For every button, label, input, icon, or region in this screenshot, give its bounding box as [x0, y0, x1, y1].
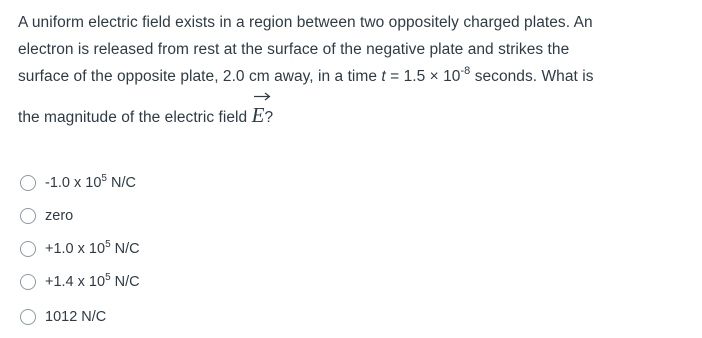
question-line-4	[18, 104, 694, 131]
radio-button[interactable]	[20, 309, 36, 325]
time-value: = 1.5 × 10	[385, 68, 461, 85]
answer-option[interactable]	[20, 267, 320, 297]
option-mantissa: -1.0 x 10	[45, 175, 102, 191]
option-unit: N/C	[106, 175, 136, 191]
answer-option[interactable]	[20, 168, 320, 198]
answer-option[interactable]	[20, 201, 320, 231]
option-unit: N/C	[110, 241, 140, 257]
question-text	[18, 9, 694, 131]
time-exponent: -8	[460, 65, 471, 77]
question-line-3-end: seconds. What is	[470, 68, 594, 85]
option-unit: N/C	[110, 274, 140, 290]
radio-button[interactable]	[20, 175, 36, 191]
option-exponent: 5	[105, 239, 111, 250]
radio-button[interactable]	[20, 274, 36, 290]
answer-option-label: zero	[45, 208, 74, 224]
electric-field-vector	[252, 105, 265, 126]
radio-button[interactable]	[20, 208, 36, 224]
field-symbol: E	[251, 103, 265, 127]
answer-option[interactable]	[20, 302, 320, 332]
time-symbol: t	[381, 68, 386, 85]
question-line-1: A uniform electric field exists in a region between two oppositely charged plates. An	[18, 14, 593, 31]
option-mantissa: +1.0 x 10	[45, 241, 106, 257]
answer-option-label	[45, 241, 140, 257]
question-mark: ?	[264, 109, 274, 126]
answer-option-label	[45, 175, 136, 191]
question-line-4-text: the magnitude of the electric field	[18, 109, 252, 126]
radio-button[interactable]	[20, 241, 36, 257]
answer-option-label: 1012 N/C	[45, 309, 107, 325]
option-exponent: 5	[101, 173, 107, 184]
question-line-3	[18, 63, 694, 90]
option-mantissa: +1.4 x 10	[45, 274, 106, 290]
option-exponent: 5	[105, 272, 111, 283]
answer-option[interactable]	[20, 234, 320, 264]
question-line-3-text: surface of the opposite plate, 2.0 cm away, in a time	[18, 68, 382, 85]
vector-arrow-icon	[254, 92, 271, 101]
answer-option-label	[45, 274, 140, 290]
question-line-2: electron is released from rest at the surface of the negative plate and strikes the	[18, 41, 570, 58]
